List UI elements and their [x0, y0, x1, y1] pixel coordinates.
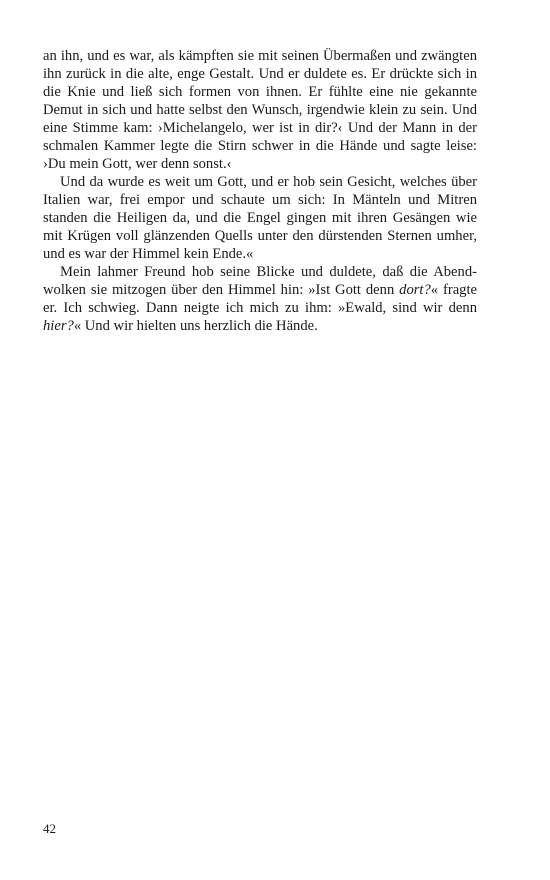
- paragraph-3-text-b: « fragte er. Ich schwieg. Dann neigte ich mich zu ihm: »Ewald, sind wir denn: [43, 282, 477, 316]
- paragraph-2-text: Und da wurde es weit um Gott, und er hob sein Gesicht, welches über Italien war, frei empor und schaute um sich: In Mänteln und Mitren standen die Heiligen da, und die Engel gingen mit ihren Gesängen wie mit Krügen voll glänzenden Quells unter den dürstenden Sternen umher, und es war der Himmel kein Ende.«: [43, 174, 477, 262]
- page-number: 42: [43, 821, 56, 836]
- body-text: [43, 47, 477, 335]
- paragraph-3-text-c: « Und wir hielten uns herzlich die Hände.: [73, 318, 318, 334]
- paragraph-1: [43, 47, 477, 173]
- paragraph-3-italic-dort: dort?: [399, 282, 431, 298]
- paragraph-2: [43, 173, 477, 263]
- paragraph-3-italic-hier: hier?: [43, 318, 74, 334]
- paragraph-3: [43, 263, 477, 335]
- paragraph-3-text-a: Mein lahmer Freund hob seine Blicke und duldete, daß die Abendwolken sie mitzogen über den Himmel hin: »Ist Gott denn: [43, 264, 477, 298]
- paragraph-1-text: an ihn, und es war, als kämpften sie mit seinen Übermaßen und zwängten ihn zurück in die alte, enge Gestalt. Und er duldete es. Er drückte sich in die Knie und ließ sich formen von ihnen. Er fühlte eine nie gekannte Demut in sich und hatte selbst den Wunsch, irgendwie klein zu sein. Und eine Stimme kam: ›Michelangelo, wer ist in dir?‹ Und der Mann in der schmalen Kammer legte die Stirn schwer in die Hände und sagte leise: ›Du mein Gott, wer denn sonst.‹: [43, 48, 477, 172]
